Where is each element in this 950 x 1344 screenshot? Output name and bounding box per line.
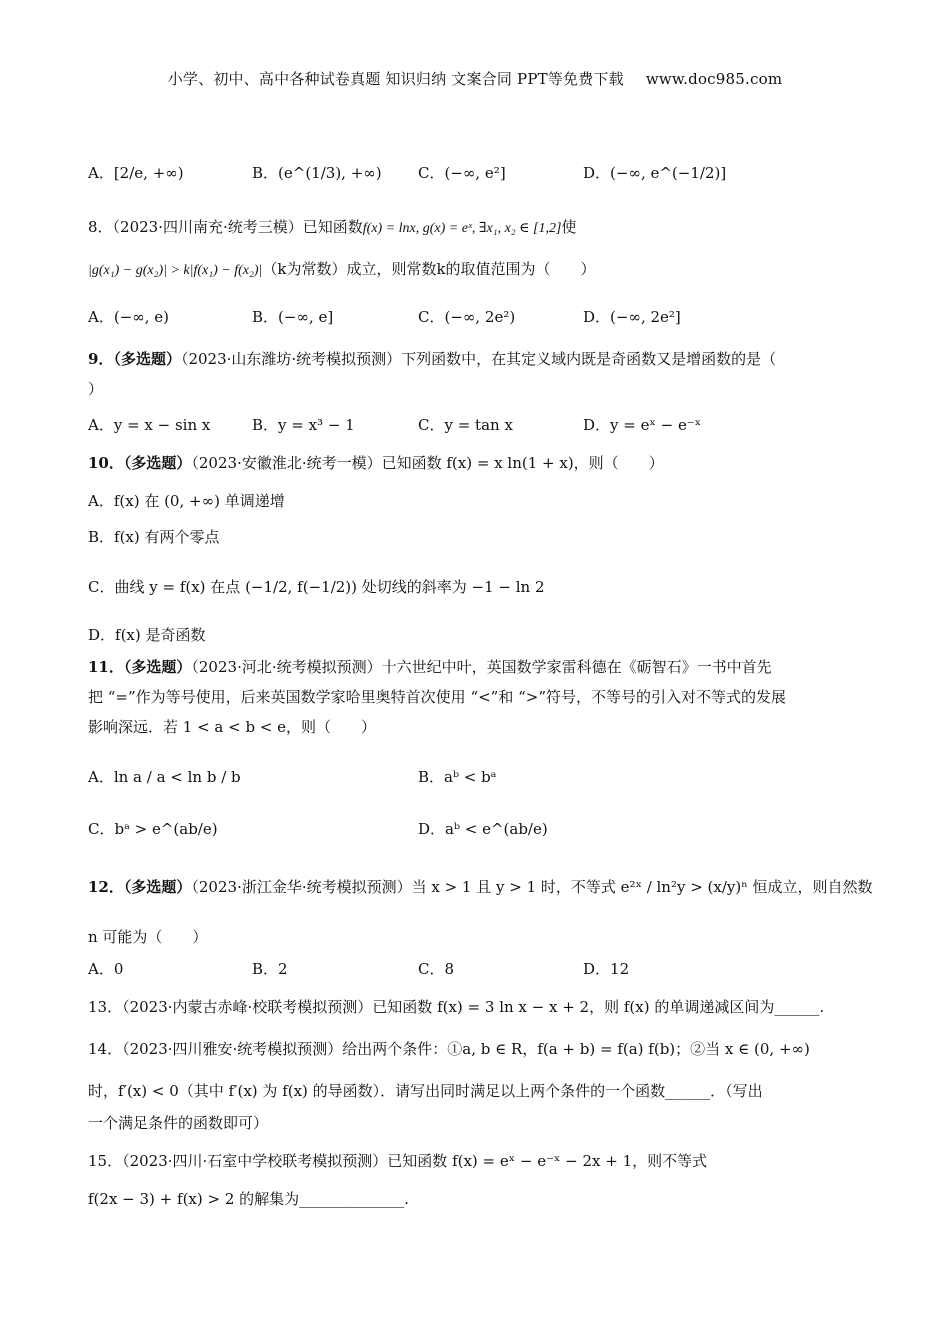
q8-option-c: C．(−∞, 2e²): [418, 308, 516, 326]
q11-number: 11．: [88, 658, 124, 676]
header-text: 小学、初中、高中各种试卷真题 知识归纳 文案合同 PPT等免费下载: [167, 70, 624, 88]
q14-line3: 一个满足条件的函数即可）: [88, 1114, 269, 1132]
q11-option-d: D．aᵇ < e^(ab/e): [418, 820, 548, 838]
q8-option-a: A．(−∞, e): [88, 308, 170, 326]
q9-tag: （多选题）: [113, 350, 181, 368]
q10-option-c: C．曲线 y = f(x) 在点 (−1/2, f(−1/2)) 处切线的斜率为 −1 − ln 2: [88, 578, 545, 596]
q15-line1: 15．（2023·四川·石室中学校联考模拟预测）已知函数 f(x) = eˣ − e⁻ˣ − 2x + 1，则不等式: [88, 1152, 708, 1170]
q11-line1: （2023·河北·统考模拟预测）十六世纪中叶，英国数学家雷科德在《砺智石》一书中首先: [191, 658, 772, 676]
q10-number: 10．: [88, 454, 124, 472]
q11-line3: 影响深远．若 1 < a < b < e，则（ ）: [88, 718, 377, 736]
q7-option-c: C．(−∞, e²]: [418, 164, 506, 182]
q8-text1: 使: [561, 218, 577, 236]
q9-option-b: B．y = x³ − 1: [252, 416, 355, 434]
q8-option-b: B．(−∞, e]: [252, 308, 334, 326]
q12-line2: n 可能为（ ）: [88, 928, 208, 946]
q7-option-b: B．(e^(1/3), +∞): [252, 164, 382, 182]
q11-tag: （多选题）: [123, 658, 192, 676]
q9-text: （2023·山东潍坊·统考模拟预测）下列函数中，在其定义域内既是奇函数又是增函数的是（: [180, 350, 777, 368]
q10-option-a: A．f(x) 在 (0, +∞) 单调递增: [88, 492, 285, 510]
q11-option-a: A．ln a / a < ln b / b: [88, 768, 241, 786]
q10-text: （2023·安徽淮北·统考一模）已知函数 f(x) = x ln(1 + x)，则（ ）: [191, 454, 664, 472]
page-header: [0, 68, 950, 89]
q12-option-a: A．0: [88, 960, 124, 978]
q12-line1: （2023·浙江金华·统考模拟预测）当 x > 1 且 y > 1 时，不等式 e²ˣ / ln²y > (x/y)ⁿ 恒成立，则自然数: [191, 878, 873, 896]
q8-number: 8．: [88, 218, 113, 236]
q8-stem-line2: [88, 258, 596, 282]
q10-stem: [88, 452, 664, 474]
q8-text2: （k为常数）成立，则常数k的取值范围为（ ）: [262, 260, 596, 278]
q12-stem: [88, 876, 873, 898]
header-url[interactable]: www.doc985.com: [645, 70, 783, 88]
q10-tag: （多选题）: [123, 454, 192, 472]
q15-line2: f(2x − 3) + f(x) > 2 的解集为______________.: [88, 1190, 409, 1208]
q7-option-a: A．[2/e, +∞): [88, 164, 184, 182]
q9-stem-cont: [88, 378, 103, 400]
q7-option-d: D．(−∞, e^(−1/2)]: [583, 164, 727, 182]
q12-option-c: C．8: [418, 960, 455, 978]
q8-source: （2023·四川南充·统考三模）已知函数: [112, 218, 363, 236]
q10-option-d: D．f(x) 是奇函数: [88, 626, 206, 644]
q8-formula2: |g(x₁) − g(x₂)| > k|f(x₁) − f(x₂)|: [88, 263, 263, 278]
q11-option-b: B．aᵇ < bᵃ: [418, 768, 497, 786]
q11-line2: 把 “=”作为等号使用，后来英国数学家哈里奥特首次使用 “<”和 “>”符号，不等号的引入对不等式的发展: [88, 688, 787, 706]
q9-option-c: C．y = tan x: [418, 416, 513, 434]
q8-option-d: D．(−∞, 2e²]: [583, 308, 681, 326]
q13-stem: 13．（2023·内蒙古赤峰·校联考模拟预测）已知函数 f(x) = 3 ln x − x + 2，则 f(x) 的单调递减区间为______.: [88, 998, 825, 1016]
q11-stem-line1: [88, 656, 772, 678]
q12-option-d: D．12: [583, 960, 630, 978]
q10-option-b: B．f(x) 有两个零点: [88, 528, 220, 546]
q9-option-d: D．y = eˣ − e⁻ˣ: [583, 416, 702, 434]
q12-number: 12．: [88, 878, 124, 896]
q9-stem: [88, 348, 776, 370]
q8-formula1: f(x) = lnx, g(x) = eˣ, ∃x₁, x₂ ∈ [1,2]: [362, 221, 562, 236]
q12-option-b: B．2: [252, 960, 288, 978]
q14-line2: 时，f′(x) < 0（其中 f′(x) 为 f(x) 的导函数）．请写出同时满足以上两个条件的一个函数______．（写出: [88, 1082, 763, 1100]
q11-option-c: C．bᵃ > e^(ab/e): [88, 820, 218, 838]
q14-line1: 14．（2023·四川雅安·统考模拟预测）给出两个条件：①a, b ∈ R，f(a + b) = f(a) f(b)；②当 x ∈ (0, +∞): [88, 1040, 810, 1058]
q9-number: 9．: [88, 350, 114, 368]
q9-option-a: A．y = x − sin x: [88, 416, 211, 434]
q8-stem-line1: [88, 216, 576, 240]
q9-text-cont: ）: [88, 380, 104, 398]
q12-tag: （多选题）: [123, 878, 192, 896]
